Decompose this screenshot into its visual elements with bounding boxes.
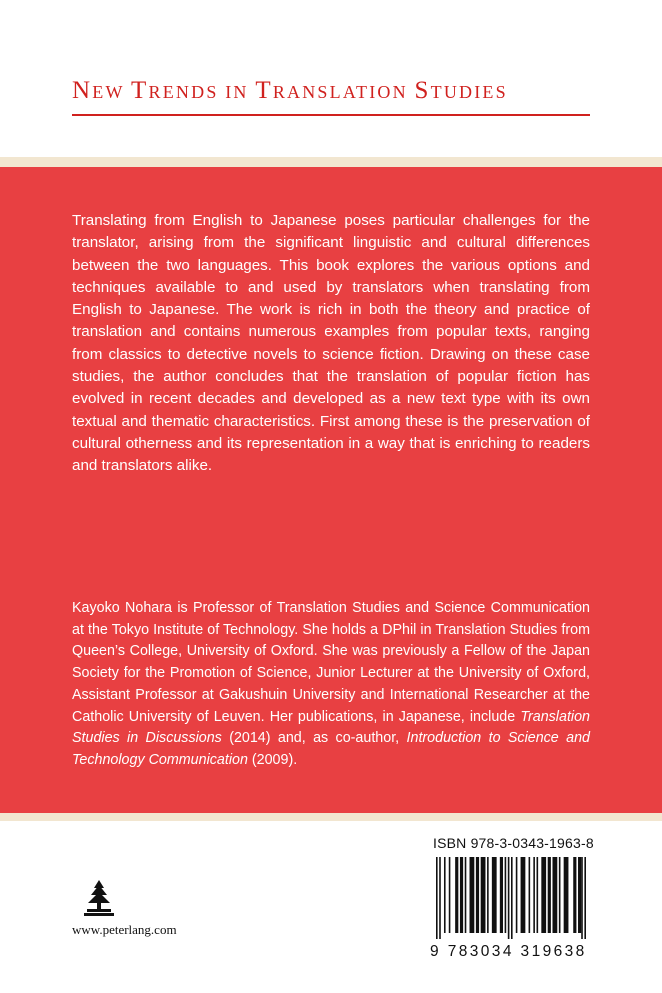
barcode-bar <box>548 857 551 933</box>
series-title <box>72 78 592 105</box>
series-word: TRENDS IN <box>131 77 249 104</box>
cream-band-bottom <box>0 813 662 821</box>
isbn-barcode <box>430 857 592 960</box>
barcode-bar <box>444 857 446 933</box>
barcode-bar <box>470 857 475 933</box>
barcode-bar <box>552 857 557 933</box>
barcode-bar <box>487 857 489 933</box>
series-word: STUDIES <box>414 77 508 104</box>
barcode-bar <box>559 857 561 933</box>
barcode-bar <box>573 857 576 933</box>
barcode-bar <box>439 857 441 939</box>
barcode-bar <box>492 857 497 933</box>
barcode-bar <box>511 857 513 939</box>
barcode-bar <box>516 857 518 933</box>
barcode-bar <box>533 857 535 933</box>
book-title-2: Introduction to Science and Technology Communication <box>72 730 590 768</box>
isbn-label: ISBN 978-3-0343-1963-8 <box>433 835 594 851</box>
barcode-bar <box>465 857 467 933</box>
barcode-bars <box>430 857 592 939</box>
barcode-bar <box>541 857 546 933</box>
publisher-website: www.peterlang.com <box>72 922 177 937</box>
barcode-bar <box>508 857 510 939</box>
barcode-bar <box>529 857 531 933</box>
barcode-bar <box>449 857 451 933</box>
barcode-bar <box>436 857 438 939</box>
barcode-bar <box>521 857 526 933</box>
barcode-bar <box>564 857 569 933</box>
peter-lang-tree-logo-icon <box>84 880 114 916</box>
barcode-bar <box>505 857 507 933</box>
series-title-underline <box>72 114 590 116</box>
book-title-1: Translation Studies in Discussions <box>72 708 590 747</box>
barcode-bar <box>476 857 479 933</box>
cream-band-top <box>0 157 662 167</box>
barcode-bar <box>500 857 503 933</box>
barcode-bar <box>578 857 581 933</box>
author-bio: Kayoko Nohara is Professor of Translation Studies and Science Communication at the Tokyo Institute of Technology. She holds a DPhil in Translation Studies from Queen’s College, University of Oxford. She was previously a Fellow of the Japan Society for the Promotion of Science, Junior Lecturer at the University of Oxford, Assistant Professor at Gakushuin University and International Researcher at the Catholic University of Leuven. Her publications, in Japanese, include Translation Studies in Discussions (2014) and, as co-author, Introduction to Science and Technology Communication (2009). <box>72 600 590 768</box>
barcode-bar <box>455 857 458 933</box>
book-blurb: Translating from English to Japanese poses particular challenges for the translator, arising from the significant linguistic and cultural differences between the two languages. This book explores the various options and techniques available to and used by translators when translating from English to Japanese. The work is rich in both the theory and practice of translation and contains numerous examples from popular texts, ranging from classics to detective novels to science fiction. Drawing on these case studies, the author concludes that the translation of popular fiction has evolved in recent decades and developed as a new text type with its own textual and thematic characteristics. First among these is the preservation of cultural otherness and its representation in a way that is enriching to readers and translators alike. <box>72 212 590 475</box>
series-word: TRANSLATION <box>255 77 408 104</box>
barcode-bar <box>584 857 586 939</box>
barcode-bar <box>537 857 539 933</box>
barcode-bar <box>460 857 463 933</box>
barcode-digits: 9 783034 319638 <box>430 943 587 960</box>
barcode-bar <box>581 857 583 939</box>
barcode-bar <box>481 857 486 933</box>
series-word: NEW <box>72 77 125 104</box>
